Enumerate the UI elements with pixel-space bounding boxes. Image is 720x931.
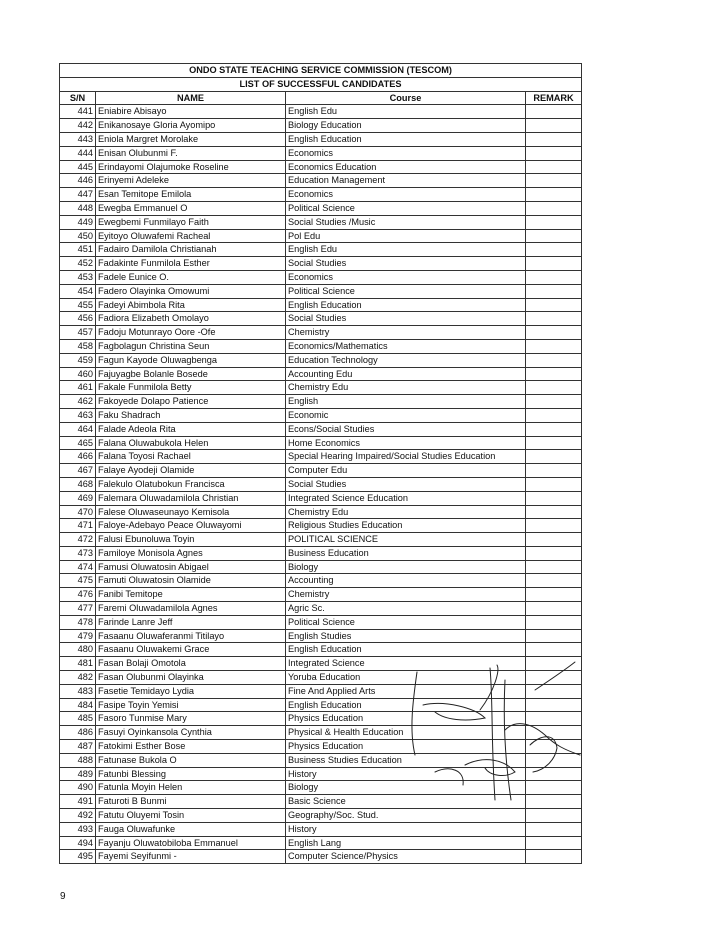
table-row [60,119,582,133]
table-row [60,464,582,478]
sn-cell: 443 [60,132,96,146]
table-row [60,519,582,533]
sn-cell: 491 [60,795,96,809]
remark-cell [526,643,582,657]
name-cell: Fatunla Moyin Helen [96,781,286,795]
name-cell: Esan Temitope Emilola [96,188,286,202]
sn-cell: 442 [60,119,96,133]
remark-cell [526,533,582,547]
course-cell: English Edu [286,105,526,119]
remark-cell [526,781,582,795]
remark-cell [526,146,582,160]
course-cell: Physical & Health Education [286,726,526,740]
sn-cell: 471 [60,519,96,533]
document-subtitle: LIST OF SUCCESSFUL CANDIDATES [60,77,582,91]
table-row [60,546,582,560]
table-row [60,188,582,202]
course-cell: Computer Science/Physics [286,850,526,864]
name-cell: Farinde Lanre Jeff [96,615,286,629]
course-cell: Economic [286,408,526,422]
table-row [60,243,582,257]
sn-cell: 441 [60,105,96,119]
name-cell: Falemara Oluwadamilola Christian [96,491,286,505]
sn-cell: 484 [60,698,96,712]
table-row [60,712,582,726]
course-cell: English Education [286,698,526,712]
name-cell: Fakale Funmilola Betty [96,381,286,395]
name-cell: Fasipe Toyin Yemisi [96,698,286,712]
sn-cell: 487 [60,740,96,754]
name-cell: Fatunbi Blessing [96,767,286,781]
table-row [60,684,582,698]
table-row [60,353,582,367]
sn-cell: 490 [60,781,96,795]
name-cell: Fatunase Bukola O [96,753,286,767]
remark-cell [526,450,582,464]
remark-cell [526,795,582,809]
remark-cell [526,105,582,119]
table-row [60,339,582,353]
name-cell: Fatutu Oluyemi Tosin [96,809,286,823]
course-cell: English Studies [286,629,526,643]
sn-cell: 448 [60,201,96,215]
remark-cell [526,822,582,836]
table-row [60,367,582,381]
remark-cell [526,381,582,395]
table-row [60,574,582,588]
sn-cell: 457 [60,326,96,340]
name-cell: Fagbolagun Christina Seun [96,339,286,353]
course-cell: Social Studies [286,477,526,491]
table-row [60,615,582,629]
table-row [60,146,582,160]
sn-cell: 462 [60,395,96,409]
remark-cell [526,629,582,643]
sn-cell: 479 [60,629,96,643]
table-row [60,629,582,643]
sn-cell: 450 [60,229,96,243]
sn-cell: 465 [60,436,96,450]
name-cell: Falana Oluwabukola Helen [96,436,286,450]
remark-cell [526,436,582,450]
column-header-sn: S/N [60,91,96,105]
table-row [60,740,582,754]
sn-cell: 459 [60,353,96,367]
name-cell: Falana Toyosi Rachael [96,450,286,464]
course-cell: Economics [286,188,526,202]
page-number: 9 [60,891,66,902]
course-cell: Integrated Science [286,657,526,671]
name-cell: Fajuyagbe Bolanle Bosede [96,367,286,381]
name-cell: Fasuyi Oyinkansola Cynthia [96,726,286,740]
sn-cell: 494 [60,836,96,850]
course-cell: Business Studies Education [286,753,526,767]
course-cell: Chemistry [286,326,526,340]
remark-cell [526,257,582,271]
remark-cell [526,201,582,215]
table-row [60,284,582,298]
table-row [60,491,582,505]
remark-cell [526,491,582,505]
name-cell: Faremi Oluwadamilola Agnes [96,602,286,616]
course-cell: Biology [286,560,526,574]
table-row [60,105,582,119]
remark-cell [526,519,582,533]
sn-cell: 444 [60,146,96,160]
course-cell: Special Hearing Impaired/Social Studies Education [286,450,526,464]
name-cell: Fadeyi Abimbola Rita [96,298,286,312]
course-cell: Agric Sc. [286,602,526,616]
sn-cell: 478 [60,615,96,629]
name-cell: Faloye-Adebayo Peace Oluwayomi [96,519,286,533]
name-cell: Enikanosaye Gloria Ayomipo [96,119,286,133]
course-cell: History [286,822,526,836]
course-cell: Basic Science [286,795,526,809]
remark-cell [526,422,582,436]
table-row [60,588,582,602]
course-cell: Chemistry Edu [286,381,526,395]
sn-cell: 445 [60,160,96,174]
course-cell: English Edu [286,243,526,257]
remark-cell [526,767,582,781]
remark-cell [526,753,582,767]
table-row [60,602,582,616]
remark-cell [526,850,582,864]
remark-cell [526,408,582,422]
name-cell: Fasan Bolaji Omotola [96,657,286,671]
course-cell: Yoruba Education [286,671,526,685]
course-cell: Economics [286,146,526,160]
subtitle-row [60,77,582,91]
table-row [60,395,582,409]
remark-cell [526,809,582,823]
name-cell: Famusi Oluwatosin Abigael [96,560,286,574]
course-cell: Economics [286,270,526,284]
column-header-remark: REMARK [526,91,582,105]
remark-cell [526,284,582,298]
remark-cell [526,740,582,754]
name-cell: Fadairo Damilola Christianah [96,243,286,257]
sn-cell: 464 [60,422,96,436]
sn-cell: 489 [60,767,96,781]
course-cell: Chemistry Edu [286,505,526,519]
name-cell: Falusi Ebunoluwa Toyin [96,533,286,547]
remark-cell [526,657,582,671]
remark-cell [526,615,582,629]
sn-cell: 467 [60,464,96,478]
name-cell: Fasaanu Oluwakemi Grace [96,643,286,657]
name-cell: Fasoro Tunmise Mary [96,712,286,726]
name-cell: Eniabire Abisayo [96,105,286,119]
table-row [60,270,582,284]
table-row [60,201,582,215]
sn-cell: 476 [60,588,96,602]
sn-cell: 460 [60,367,96,381]
sn-cell: 480 [60,643,96,657]
table-row [60,560,582,574]
course-cell: English Education [286,132,526,146]
course-cell: Accounting Edu [286,367,526,381]
name-cell: Fayemi Seyifunmi - [96,850,286,864]
course-cell: Social Studies [286,257,526,271]
sn-cell: 472 [60,533,96,547]
table-row [60,132,582,146]
course-cell: Biology [286,781,526,795]
remark-cell [526,298,582,312]
name-cell: Fadiora Elizabeth Omolayo [96,312,286,326]
sn-cell: 470 [60,505,96,519]
name-cell: Fasaanu Oluwaferanmi Titilayo [96,629,286,643]
course-cell: Biology Education [286,119,526,133]
name-cell: Fagun Kayode Oluwagbenga [96,353,286,367]
remark-cell [526,243,582,257]
course-cell: Fine And Applied Arts [286,684,526,698]
table-row [60,643,582,657]
sn-cell: 473 [60,546,96,560]
table-body [60,105,582,864]
name-cell: Fasan Olubunmi Olayinka [96,671,286,685]
remark-cell [526,312,582,326]
sn-cell: 456 [60,312,96,326]
course-cell: History [286,767,526,781]
course-cell: Pol Edu [286,229,526,243]
remark-cell [526,560,582,574]
sn-cell: 455 [60,298,96,312]
sn-cell: 453 [60,270,96,284]
table-row [60,257,582,271]
table-row [60,422,582,436]
remark-cell [526,395,582,409]
name-cell: Faturoti B Bunmi [96,795,286,809]
course-cell: Accounting [286,574,526,588]
sn-cell: 451 [60,243,96,257]
sn-cell: 446 [60,174,96,188]
remark-cell [526,229,582,243]
table-row [60,809,582,823]
sn-cell: 495 [60,850,96,864]
name-cell: Fadoju Motunrayo Oore -Ofe [96,326,286,340]
sn-cell: 447 [60,188,96,202]
course-cell: English Education [286,643,526,657]
table-row [60,533,582,547]
name-cell: Falese Oluwaseunayo Kemisola [96,505,286,519]
name-cell: Fakoyede Dolapo Patience [96,395,286,409]
sn-cell: 486 [60,726,96,740]
name-cell: Fadero Olayinka Omowumi [96,284,286,298]
course-cell: Political Science [286,284,526,298]
name-cell: Erindayomi Olajumoke Roseline [96,160,286,174]
table-row [60,381,582,395]
table-row [60,698,582,712]
table-row [60,408,582,422]
table-row [60,450,582,464]
name-cell: Eniola Margret Morolake [96,132,286,146]
name-cell: Ewegba Emmanuel O [96,201,286,215]
sn-cell: 461 [60,381,96,395]
sn-cell: 469 [60,491,96,505]
sn-cell: 463 [60,408,96,422]
table-row [60,671,582,685]
remark-cell [526,464,582,478]
remark-cell [526,339,582,353]
table-row [60,822,582,836]
table-row [60,505,582,519]
name-cell: Ewegbemi Funmilayo Faith [96,215,286,229]
remark-cell [526,698,582,712]
name-cell: Fayanju Oluwatobiloba Emmanuel [96,836,286,850]
table-row [60,850,582,864]
name-cell: Fanibi Temitope [96,588,286,602]
remark-cell [526,671,582,685]
remark-cell [526,574,582,588]
table-row [60,781,582,795]
course-cell: Computer Edu [286,464,526,478]
remark-cell [526,132,582,146]
course-cell: Chemistry [286,588,526,602]
course-cell: Religious Studies Education [286,519,526,533]
course-cell: Education Management [286,174,526,188]
course-cell: Physics Education [286,712,526,726]
course-cell: Home Economics [286,436,526,450]
sn-cell: 485 [60,712,96,726]
name-cell: Fadakinte Funmilola Esther [96,257,286,271]
name-cell: Enisan Olubunmi F. [96,146,286,160]
course-cell: English Education [286,298,526,312]
sn-cell: 481 [60,657,96,671]
remark-cell [526,174,582,188]
sn-cell: 483 [60,684,96,698]
table-row [60,215,582,229]
name-cell: Fauga Oluwafunke [96,822,286,836]
name-cell: Falade Adeola Rita [96,422,286,436]
table-row [60,229,582,243]
name-cell: Faku Shadrach [96,408,286,422]
course-cell: Business Education [286,546,526,560]
table-row [60,326,582,340]
remark-cell [526,505,582,519]
sn-cell: 458 [60,339,96,353]
sn-cell: 452 [60,257,96,271]
sn-cell: 488 [60,753,96,767]
name-cell: Erinyemi Adeleke [96,174,286,188]
sn-cell: 466 [60,450,96,464]
table-row [60,298,582,312]
remark-cell [526,546,582,560]
sn-cell: 468 [60,477,96,491]
name-cell: Fasetie Temidayo Lydia [96,684,286,698]
name-cell: Fatokimi Esther Bose [96,740,286,754]
sn-cell: 449 [60,215,96,229]
table-row [60,753,582,767]
header-row [60,91,582,105]
name-cell: Familoye Monisola Agnes [96,546,286,560]
remark-cell [526,270,582,284]
remark-cell [526,726,582,740]
course-cell: Economics/Mathematics [286,339,526,353]
table-row [60,436,582,450]
remark-cell [526,477,582,491]
course-cell: Political Science [286,201,526,215]
sn-cell: 493 [60,822,96,836]
course-cell: Social Studies /Music [286,215,526,229]
name-cell: Falaye Ayodeji Olamide [96,464,286,478]
course-cell: Education Technology [286,353,526,367]
table-row [60,836,582,850]
document-title: ONDO STATE TEACHING SERVICE COMMISSION (TESCOM) [60,64,582,78]
course-cell: POLITICAL SCIENCE [286,533,526,547]
remark-cell [526,602,582,616]
course-cell: Econs/Social Studies [286,422,526,436]
table-row [60,160,582,174]
column-header-name: NAME [96,91,286,105]
table-row [60,726,582,740]
title-row [60,64,582,78]
remark-cell [526,684,582,698]
remark-cell [526,367,582,381]
name-cell: Fadele Eunice O. [96,270,286,284]
column-header-course: Course [286,91,526,105]
course-cell: English [286,395,526,409]
course-cell: Physics Education [286,740,526,754]
remark-cell [526,353,582,367]
name-cell: Famuti Oluwatosin Olamide [96,574,286,588]
sn-cell: 454 [60,284,96,298]
remark-cell [526,326,582,340]
sn-cell: 482 [60,671,96,685]
table-row [60,657,582,671]
name-cell: Falekulo Olatubokun Francisca [96,477,286,491]
remark-cell [526,119,582,133]
table-row [60,312,582,326]
candidates-table [59,63,582,864]
remark-cell [526,588,582,602]
sn-cell: 477 [60,602,96,616]
course-cell: Integrated Science Education [286,491,526,505]
sn-cell: 475 [60,574,96,588]
table-row [60,795,582,809]
course-cell: Geography/Soc. Stud. [286,809,526,823]
course-cell: English Lang [286,836,526,850]
remark-cell [526,160,582,174]
course-cell: Political Science [286,615,526,629]
table-row [60,477,582,491]
name-cell: Eyitoyo Oluwafemi Racheal [96,229,286,243]
sn-cell: 492 [60,809,96,823]
course-cell: Social Studies [286,312,526,326]
table-row [60,767,582,781]
remark-cell [526,188,582,202]
remark-cell [526,215,582,229]
remark-cell [526,712,582,726]
sn-cell: 474 [60,560,96,574]
course-cell: Economics Education [286,160,526,174]
table-row [60,174,582,188]
remark-cell [526,836,582,850]
